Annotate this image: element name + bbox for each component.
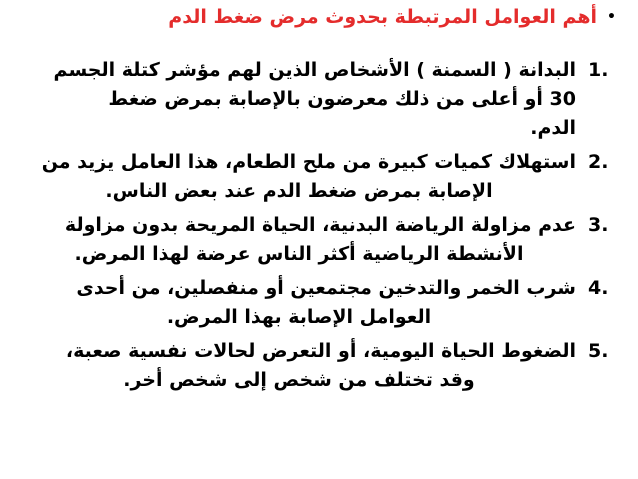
item-number: 5. <box>588 340 609 362</box>
slide-heading <box>16 4 616 30</box>
item-line: الضغوط الحياة اليومية، أو التعرض لحالات نفسية صعبة، <box>65 340 576 362</box>
item-line: استهلاك كميات كبيرة من ملح الطعام، هذا العامل يزيد من <box>41 151 576 173</box>
list-item-4 <box>12 274 626 332</box>
item-text <box>22 337 576 395</box>
factor-list <box>12 56 626 395</box>
bullet-icon: • <box>607 9 616 25</box>
item-number: 3. <box>588 214 609 236</box>
list-item-2 <box>12 148 626 206</box>
heading-text: أهم العوامل المرتبطة بحدوث مرض ضغط الدم <box>168 6 598 28</box>
item-number: 2. <box>588 151 609 173</box>
item-text <box>22 211 576 269</box>
item-number: 4. <box>588 277 609 299</box>
list-item-1 <box>12 56 626 143</box>
item-line: الإصابة بمرض ضغط الدم عند بعض الناس. <box>105 180 493 202</box>
item-line: شرب الخمر والتدخين مجتمعين أو منفصلين، من أحدى <box>76 277 576 299</box>
item-line: 30 أو أعلى من ذلك معرضون بالإصابة بمرض ضغط <box>108 88 576 110</box>
item-line: الدم. <box>530 117 576 139</box>
item-text <box>22 274 576 332</box>
list-item-3 <box>12 211 626 269</box>
item-line: البدانة ( السمنة ) الأشخاص الذين لهم مؤشر كتلة الجسم <box>53 59 576 81</box>
item-line: وقد تختلف من شخص إلى شخص أخر. <box>123 369 475 391</box>
item-line: عدم مزاولة الرياضة البدنية، الحياة المريحة بدون مزاولة <box>64 214 576 236</box>
item-text <box>22 56 576 143</box>
item-line: العوامل الإصابة بهذا المرض. <box>166 306 432 328</box>
item-line: الأنشطة الرياضية أكثر الناس عرضة لهذا المرض. <box>74 243 524 265</box>
item-number: 1. <box>588 59 609 81</box>
list-item-5 <box>12 337 626 395</box>
item-text <box>22 148 576 206</box>
